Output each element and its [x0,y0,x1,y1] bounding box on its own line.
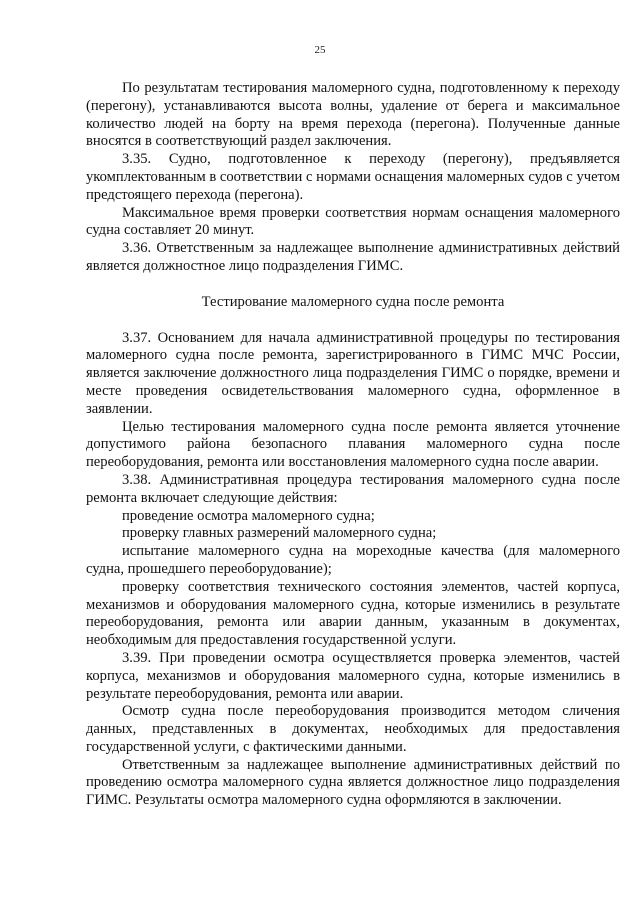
paragraph-3-36: 3.36. Ответственным за надлежащее выполнение административных действий является должностное лицо подразделения ГИМС. [86,240,620,274]
document-body [86,80,620,810]
paragraph-inspection-method: Осмотр судна после переоборудования производится методом сличения данных, представленных в документах, необходимых для предоставления государственной услуги, с фактическими данными. [86,703,620,755]
paragraph-testing-purpose: Целью тестирования маломерного судна после ремонта является уточнение допустимого района безопасного плавания маломерного судна после переоборудования, ремонта или восстановления маломерного судна после аварии. [86,418,620,471]
list-item-dimensions-check: проверку главных размерений маломерного судна; [122,525,437,542]
paragraph-3-35: 3.35. Судно, подготовленное к переходу (перегону), предъявляется укомплектованным в соответствии с нормами оснащения маломерных судов с учетом предстоящего перехода (перегона). [86,151,620,203]
paragraph-3-38: 3.38. Административная процедура тестирования маломерного судна после ремонта включает следующие действия: [86,471,620,506]
list-item-seaworthiness-test: испытание маломерного судна на мореходные качества (для маломерного судна, прошедшего переоборудование); [86,543,620,577]
paragraph-3-39: 3.39. При проведении осмотра осуществляется проверка элементов, частей корпуса, механизмов и оборудования маломерного судна, которые изменились в результате переоборудования, ремонта или аварии. [86,649,620,702]
paragraph-max-check-time: Максимальное время проверки соответствия нормам оснащения маломерного судна составляет 20 минут. [86,204,620,239]
list-item-technical-condition-check: проверку соответствия технического состояния элементов, частей корпуса, механизмов и оборудования маломерного судна, которые изменились в результате переоборудования, ремонта или аварии данным, указанным в документах, необходимым для предоставления государственной услуги. [86,578,620,649]
paragraph-responsible-person: Ответственным за надлежащее выполнение административных действий по проведению осмотра маломерного судна является должностное лицо подразделения ГИМС. Результаты осмотра маломерного судна оформляются в заключении. [86,756,620,809]
page-number: 25 [314,44,326,56]
paragraph-test-results: По результатам тестирования маломерного судна, подготовленному к переходу (перегону), устанавливаются высота волны, удаление от берега и максимальное количество людей на борту на время перехода (перегона). Полученные данные вносятся в соответствующий раздел заключения. [86,80,620,150]
list-item-inspection: проведение осмотра маломерного судна; [122,507,375,524]
section-heading: Тестирование маломерного судна после ремонта [201,293,505,310]
paragraph-3-37: 3.37. Основанием для начала административной процедуры по тестирования маломерного судна после ремонта, зарегистрированного в ГИМС МЧС России, является заключение должностного лица подразделения ГИМС о порядке, времени и месте проведения освидетельствования маломерного судна, оформленное в заявлении. [86,329,620,417]
